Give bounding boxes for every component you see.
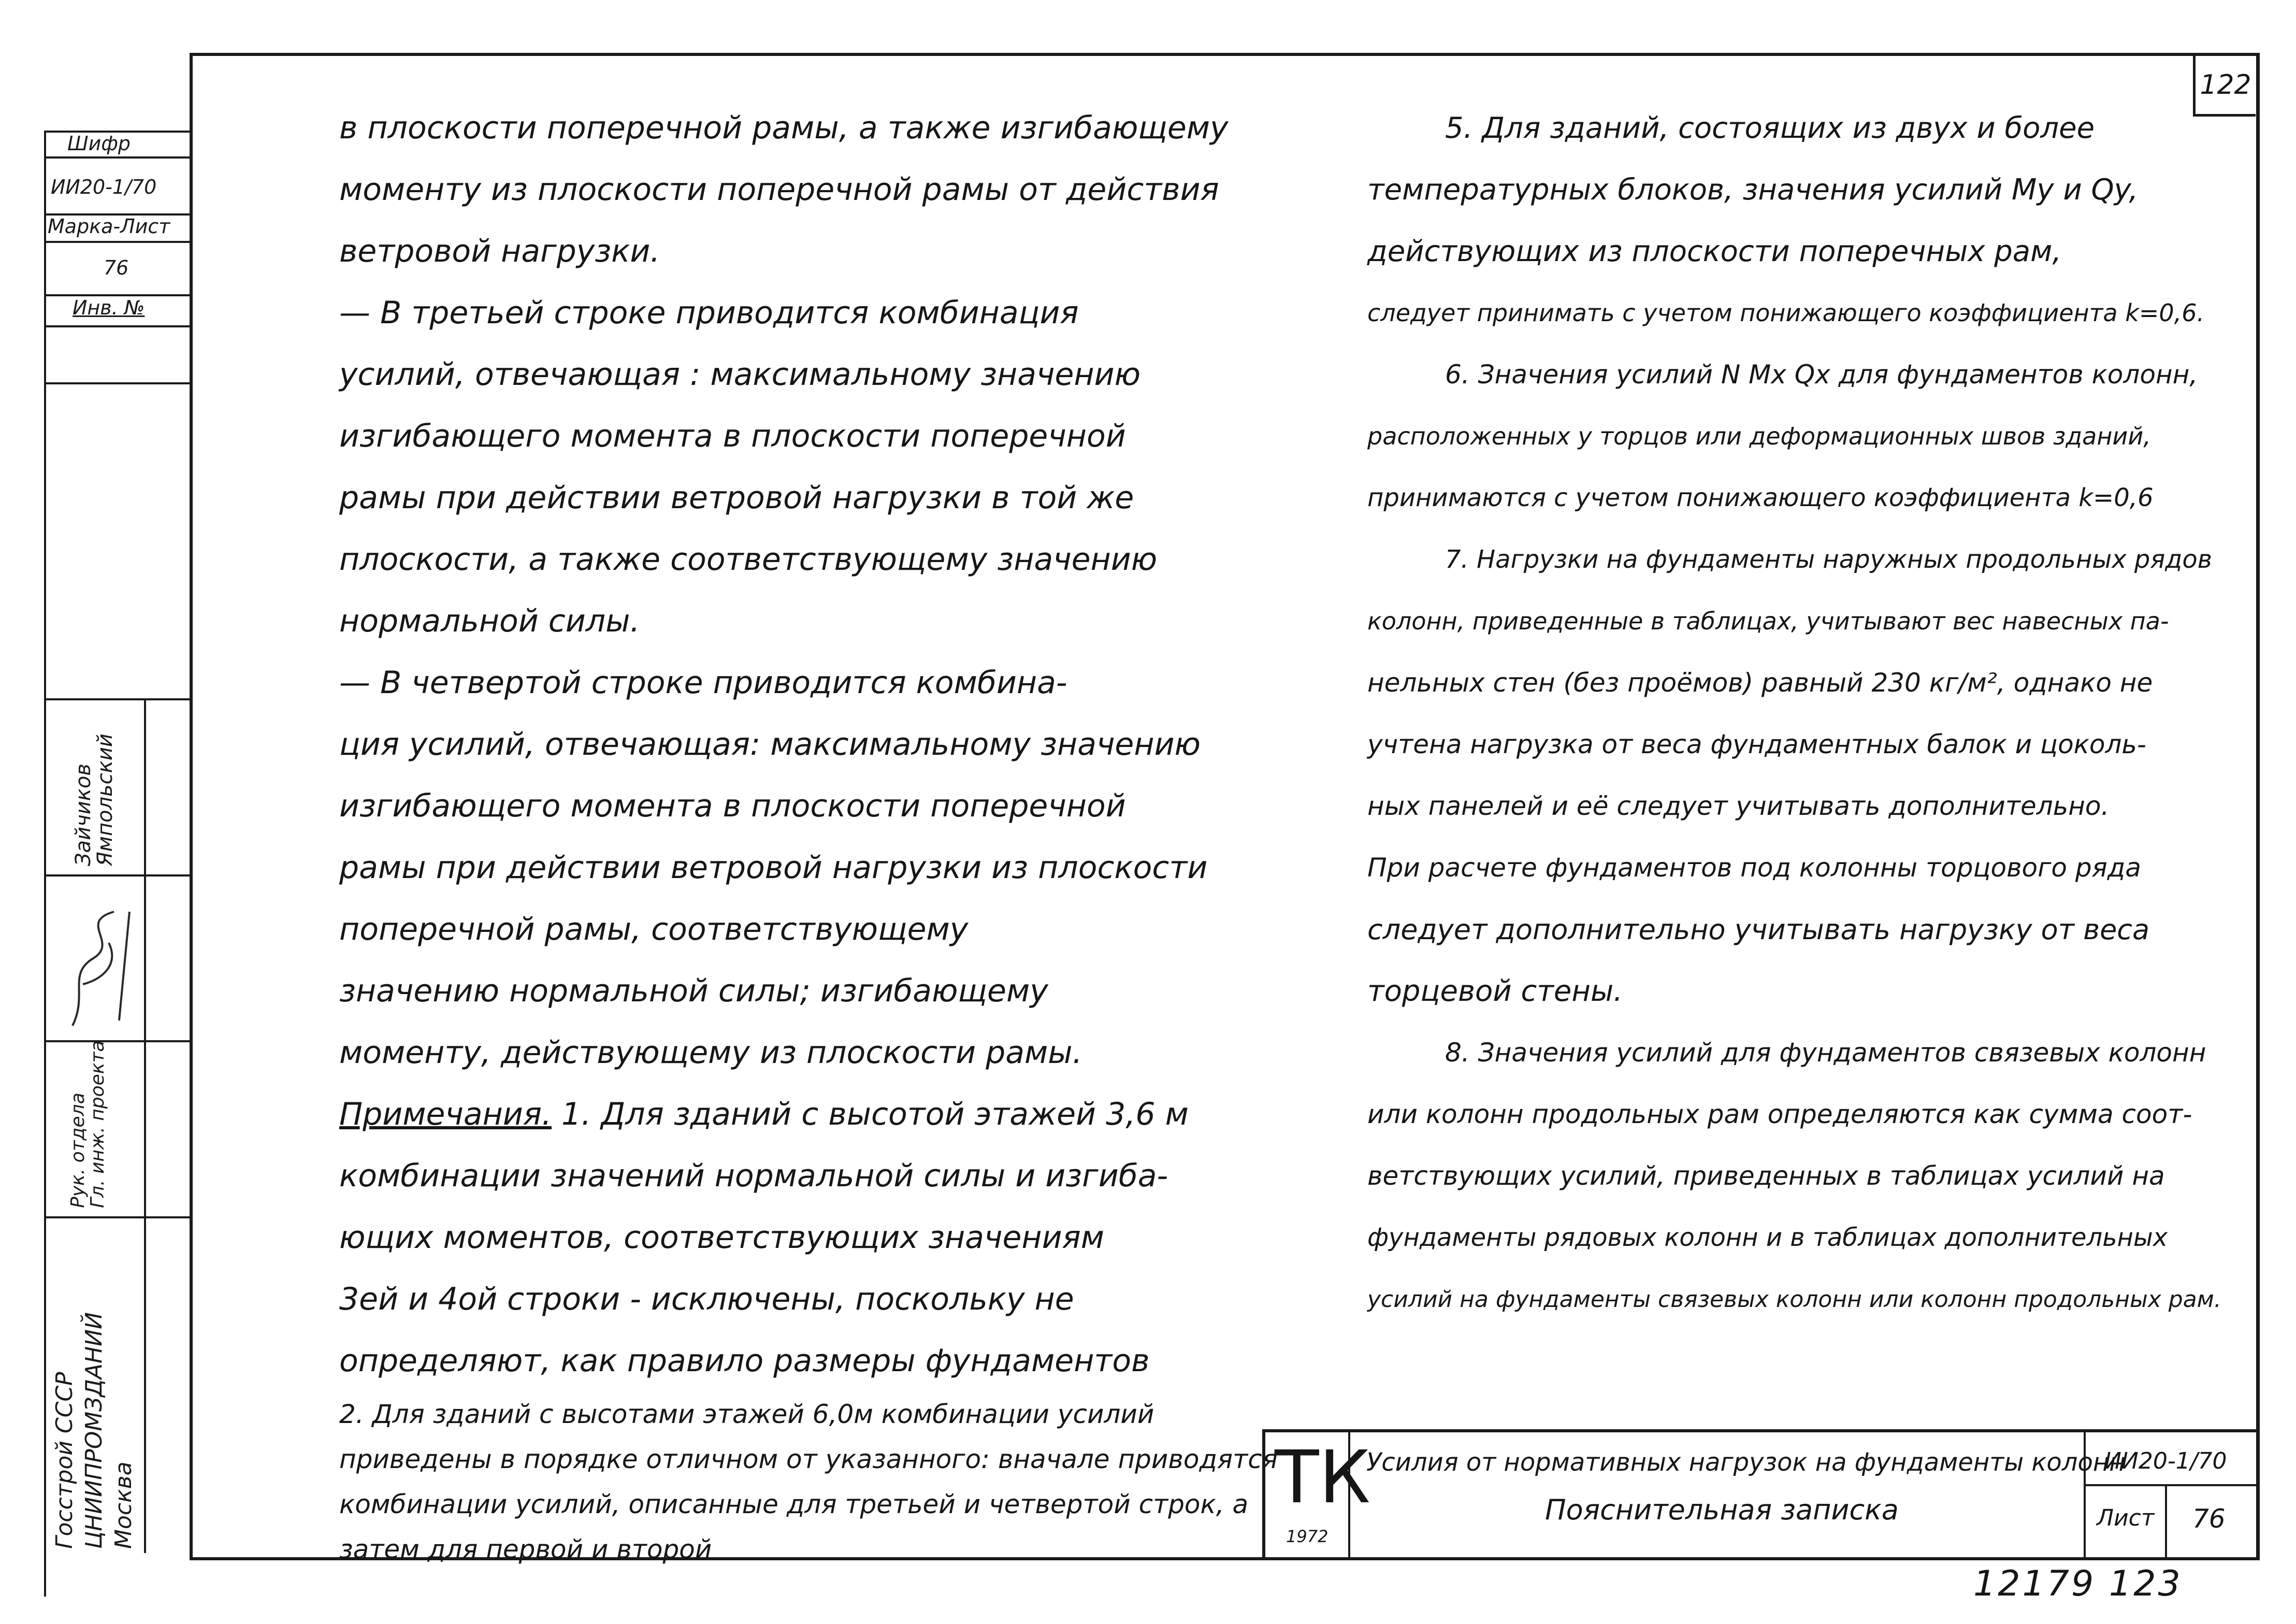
text-line: ветровой нагрузки. <box>339 233 660 269</box>
text-line: комбинации значений нормальной силы и изгиба- <box>339 1158 1168 1194</box>
sheet-number: 76 <box>2192 1504 2226 1534</box>
text-line: фундаменты рядовых колонн и в таблицах дополнительных <box>1367 1223 2168 1252</box>
text-line: — В четвертой строке приводится комбина- <box>339 665 1067 701</box>
text-line: значению нормальной силы; изгибающему <box>339 973 1048 1009</box>
notes-line <box>339 1084 1278 1145</box>
side-column-divider <box>144 698 146 1553</box>
page-number: 122 <box>2193 56 2256 117</box>
text-line: моменту, действующему из плоскости рамы. <box>339 1034 1082 1071</box>
binding-margin-line <box>44 131 46 1597</box>
drawing-title: Усилия от нормативных нагрузок на фундаменты колонн <box>1366 1448 2126 1477</box>
text-line: поперечной рамы, соответствующему <box>339 911 969 947</box>
text-line: ветствующих усилий, приведенных в таблицах усилий на <box>1367 1161 2165 1191</box>
stamp-shifr-value: ИИ20-1/70 <box>51 176 157 198</box>
stamp-marka-value: 76 <box>104 256 129 279</box>
text-line: принимаются с учетом понижающего коэффициента k=0,6 <box>1367 483 2154 512</box>
text-line: нормальной силы. <box>339 603 640 639</box>
text-line: торцевой стены. <box>1367 974 1623 1008</box>
text-line: следует дополнительно учитывать нагрузку от веса <box>1367 913 2150 946</box>
right-text-column <box>1367 97 2221 1330</box>
text-line: 3ей и 4ой строки - исключены, поскольку не <box>339 1281 1074 1317</box>
drawing-subtitle: Пояснительная записка <box>1545 1493 1899 1526</box>
left-text-column <box>339 97 1278 1572</box>
text-line: температурных блоков, значения усилий My и Qy, <box>1367 173 2139 207</box>
title-block <box>1262 1429 2256 1557</box>
side-column-rule <box>44 874 190 876</box>
side-column-rule <box>44 1040 190 1042</box>
tk-mark: ТК <box>1275 1435 1370 1520</box>
text-line: 7. Нагрузки на фундаменты наружных продольных рядов <box>1445 545 2213 574</box>
text-line: 8. Значения усилий для фундаментов связевых колонн <box>1445 1038 2206 1068</box>
text-line: нельных стен (без проёмов) равный 230 кг/м², однако не <box>1367 668 2153 698</box>
tk-year: 1972 <box>1286 1527 1328 1546</box>
text-line: усилий на фундаменты связевых колонн или колонн продольных рам. <box>1367 1286 2221 1313</box>
text-line: 5. Для зданий, состоящих из двух и более <box>1445 111 2095 145</box>
archive-number: 12179 123 <box>1973 1563 2183 1604</box>
text-line: действующих из плоскости поперечных рам, <box>1367 235 2062 268</box>
text-line: изгибающего момента в плоскости поперечной <box>339 418 1126 454</box>
text-line: — В третьей строке приводится комбинация <box>339 295 1079 331</box>
text-line: ных панелей и её следует учитывать дополнительно. <box>1367 791 2110 821</box>
text-line: расположенных у торцов или деформационных швов зданий, <box>1367 422 2151 450</box>
side-organization: Госстрой СССР ЦНИИПРОМЗДАНИЙ Москва <box>51 1312 137 1549</box>
stamp-inv-label: Инв. № <box>73 296 145 319</box>
text-line: моменту из плоскости поперечной рамы от действия <box>339 171 1219 208</box>
title-block-divider <box>2165 1484 2167 1557</box>
notes-text: 1. Для зданий с высотой этажей 3,6 м <box>551 1096 1189 1132</box>
text-line: определяют, как правило размеры фундаментов <box>339 1343 1150 1379</box>
signature-scribble <box>57 881 140 1036</box>
side-column-rule <box>44 698 190 700</box>
side-executor: Зайчиков Ямпольский <box>71 734 117 866</box>
text-line: рамы при действии ветровой нагрузки из плоскости <box>339 850 1208 886</box>
text-line: или колонн продольных рам определяются как сумма соот- <box>1367 1099 2192 1129</box>
text-line: При расчете фундаментов под колонны торцового ряда <box>1367 853 2141 883</box>
text-line: усилий, отвечающая : максимальному значению <box>339 356 1141 393</box>
note-small-line: 2. Для зданий с высотами этажей 6,0м комбинации усилий <box>339 1399 1154 1429</box>
text-line: ция усилий, отвечающая: максимальному значению <box>339 726 1201 763</box>
notes-label: Примечания. <box>339 1096 552 1132</box>
stamp-marka-label: Марка-Лист <box>48 215 170 238</box>
text-line: 6. Значения усилий N Mx Qx для фундаментов колонн, <box>1445 360 2198 390</box>
text-line: плоскости, а также соответствующему значению <box>339 541 1158 578</box>
note-small-line: комбинации усилий, описанные для третьей и четвертой строк, а <box>339 1489 1249 1519</box>
text-line: изгибающего момента в плоскости поперечной <box>339 788 1126 824</box>
sheet-label: Лист <box>2097 1505 2155 1531</box>
stamp-rule <box>44 241 190 243</box>
stamp-rule <box>44 325 190 327</box>
note-small-line: затем для первой и второй <box>339 1534 712 1564</box>
text-line: в плоскости поперечной рамы, а также изгибающему <box>339 110 1229 146</box>
side-column-rule <box>44 1216 190 1218</box>
text-line: учтена нагрузка от веса фундаментных балок и цоколь- <box>1367 729 2146 759</box>
text-line: следует принимать с учетом понижающего коэффициента k=0,6. <box>1367 299 2205 327</box>
drawing-code: ИИ20-1/70 <box>2104 1448 2227 1474</box>
stamp-rule <box>44 156 190 159</box>
title-block-rule <box>2084 1484 2256 1486</box>
note-small-line: приведены в порядке отличном от указанного: вначале приводятся <box>339 1444 1278 1474</box>
stamp-shifr-label: Шифр <box>67 132 131 155</box>
text-line: колонн, приведенные в таблицах, учитывают вес навесных па- <box>1367 607 2169 635</box>
text-line: рамы при действии ветровой нагрузки в той же <box>339 480 1134 516</box>
side-head-of-dept: Рук. отдела Гл. инж. проекта <box>67 1040 108 1208</box>
stamp-rule <box>44 382 190 384</box>
text-line: ющих моментов, соответствующих значениям <box>339 1219 1104 1256</box>
